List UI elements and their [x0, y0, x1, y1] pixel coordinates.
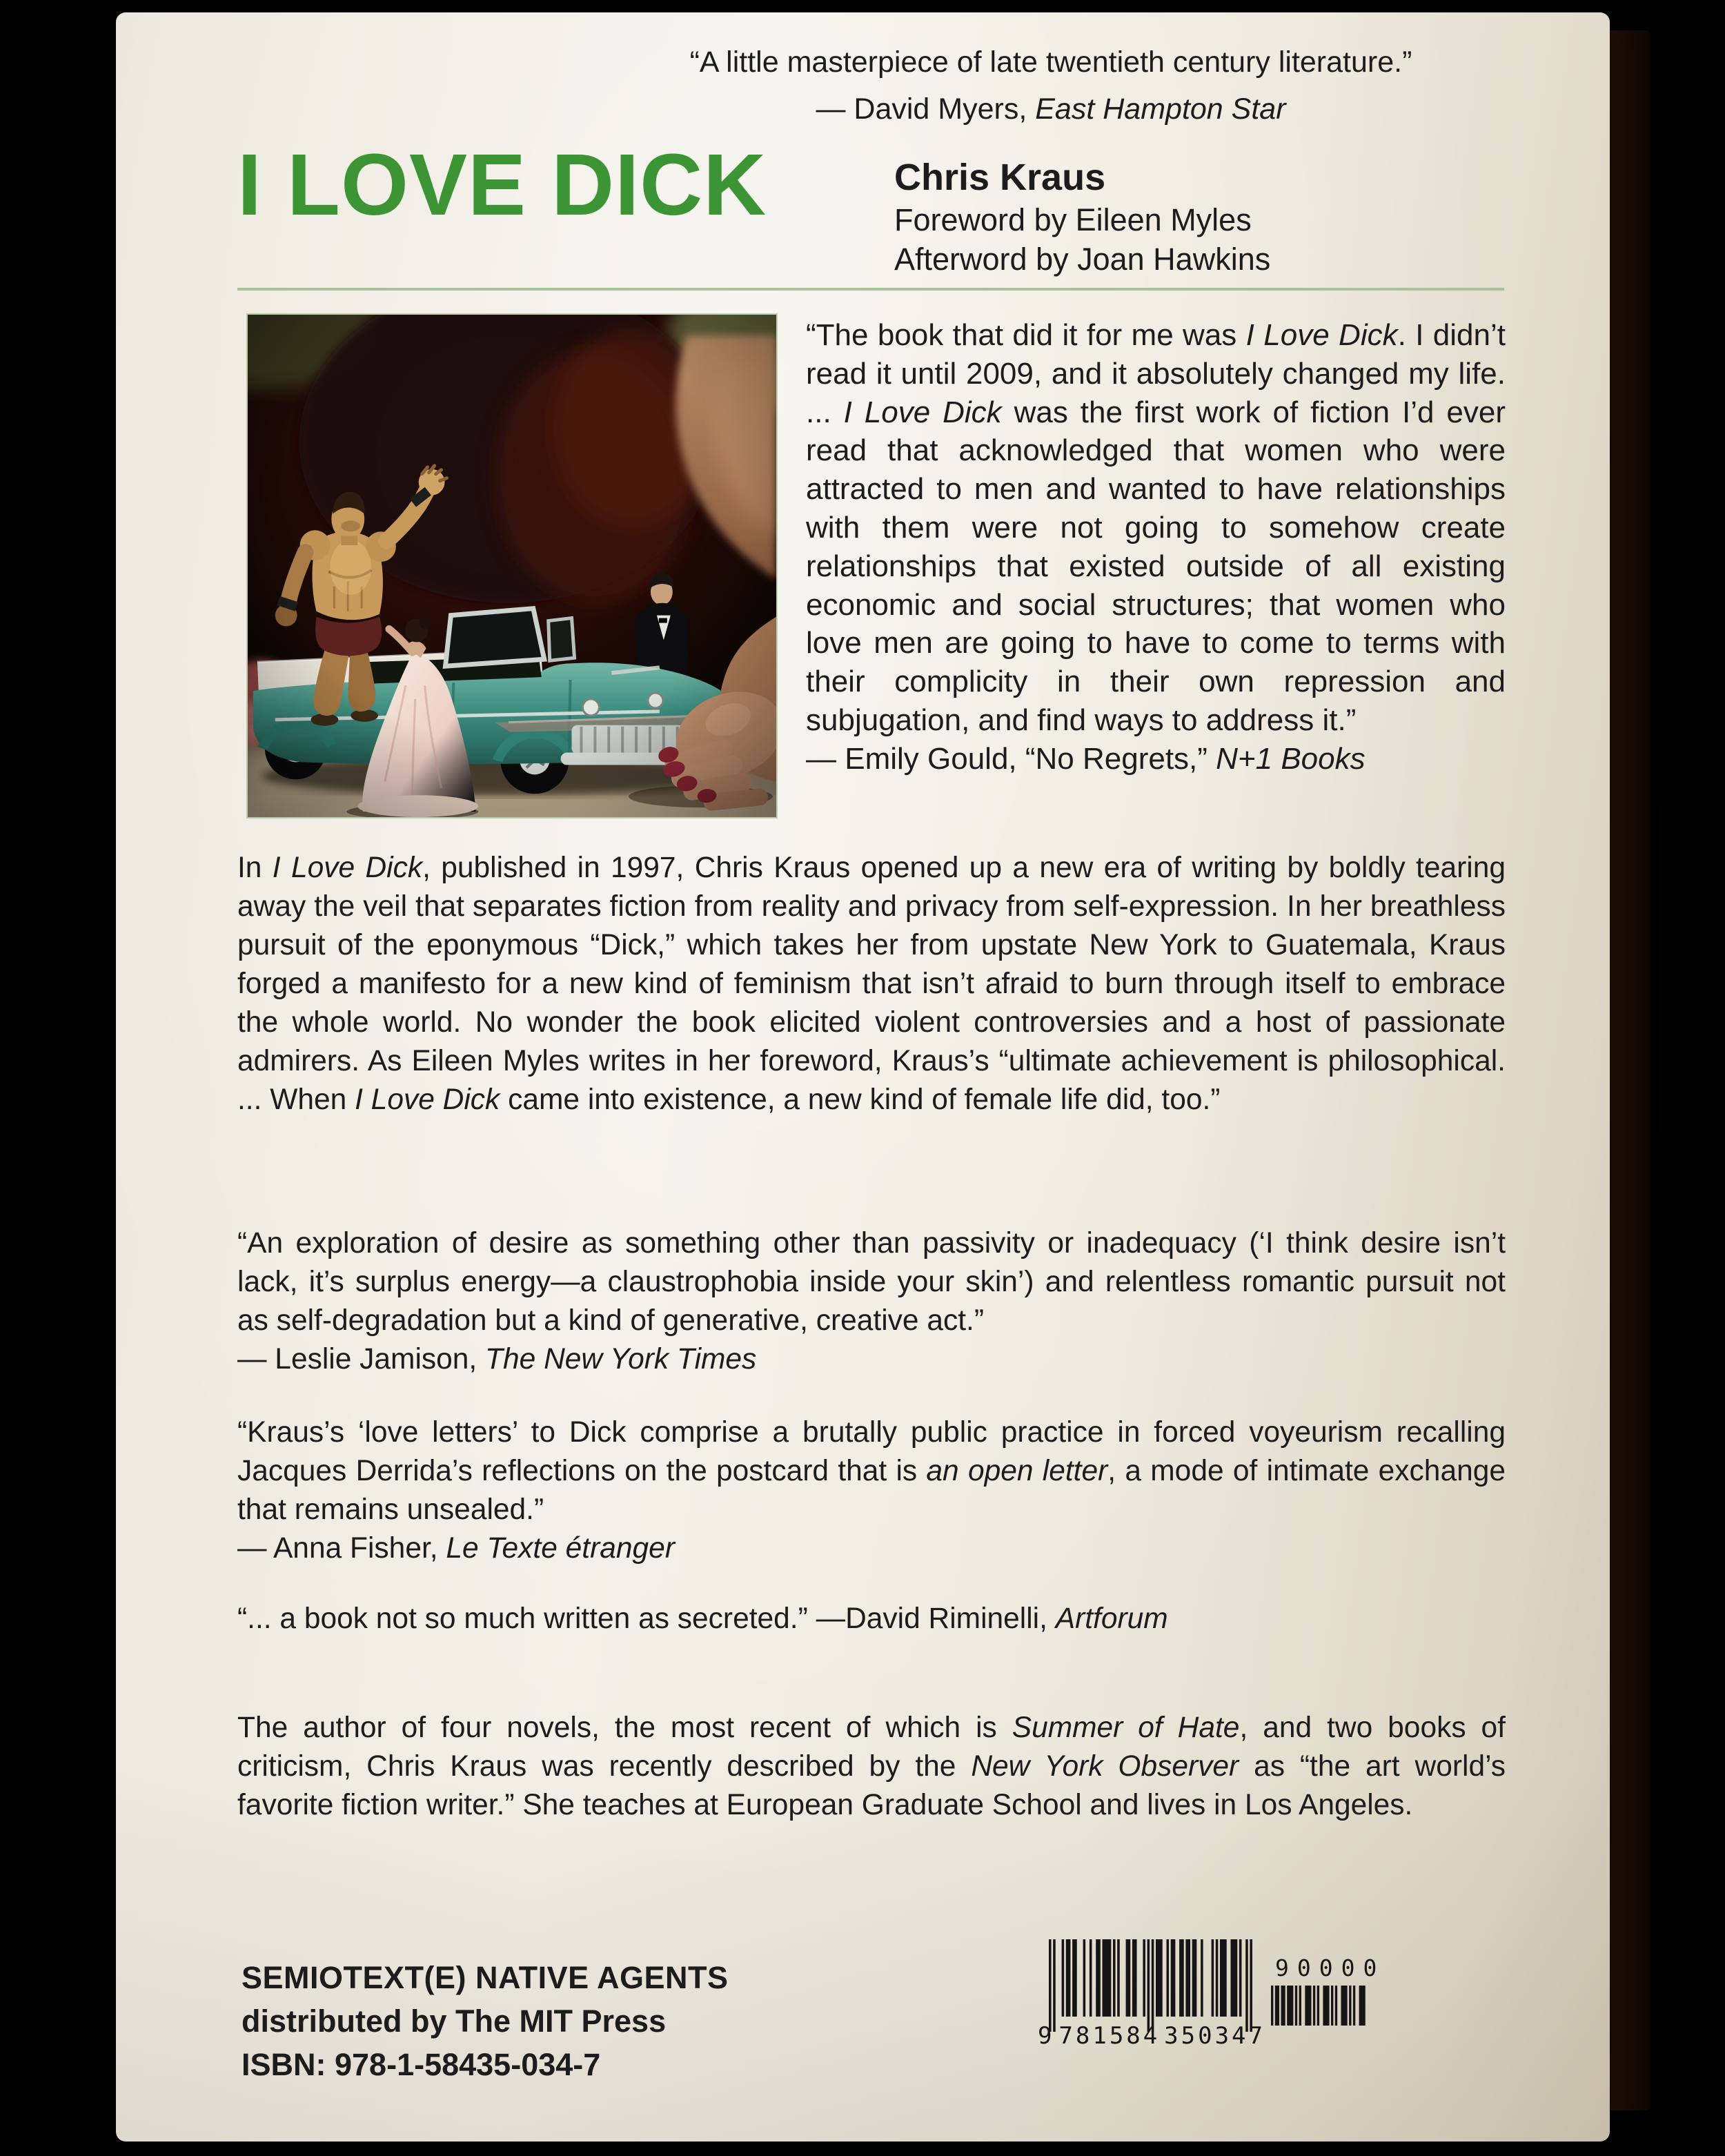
cover-photo: [246, 313, 778, 819]
synopsis-paragraph: In I Love Dick, published in 1997, Chris Kraus opened up a new era of writing by boldly tearing away the veil that separates fiction from reality and privacy from self-expression. In her breathless pursuit of the eponymous “Dick,” which takes her from upstate New York to Guatemala, Kraus forged a manifesto for a new kind of feminism that isn’t afraid to burn through itself to embrace the whole world. No wonder the book elicited violent controversies and a host of passionate admirers. As Eileen Myles writes in her foreword, Kraus’s “ultimate achievement is philosophical. ... When I Love Dick came into existence, a new kind of female life did, too.”: [237, 852, 1506, 1116]
review-quote-gould-attribution: — Emily Gould, “No Regrets,” N+1 Books: [806, 741, 1366, 776]
review-quote-riminelli: “... a book not so much written as secreted.” —David Riminelli, Artforum: [237, 1603, 1168, 1635]
cover-photo-illustration: [248, 315, 776, 817]
top-review-quote-text: “A little masterpiece of late twentieth century literature.”: [689, 46, 1412, 79]
review-quote-jamison-text: “An exploration of desire as something other than passivity or inadequacy (‘I think desire isn’t lack, it’s surplus energy—a claustrophobia inside your skin’) and relentless romantic pursuit not as self-degradation but a kind of generative, creative act.”: [237, 1227, 1506, 1337]
afterword-credit: Afterword by Joan Hawkins: [894, 242, 1271, 277]
book-back-cover: [116, 12, 1610, 2142]
top-review-quote-attribution: — David Myers, East Hampton Star: [816, 92, 1286, 126]
review-quote-fisher-text: “Kraus’s ‘love letters’ to Dick comprise a brutally public practice in forced voyeurism recalling Jacques Derrida’s reflections on the postcard that is an open letter, a mode of intimate exchange that remains unsealed.”: [237, 1416, 1506, 1526]
barcode-addon-text: 90000: [1275, 1954, 1386, 1981]
imprint-line: SEMIOTEXT(E) NATIVE AGENTS: [241, 1960, 729, 1995]
author-name: Chris Kraus: [894, 157, 1106, 198]
review-quote-gould-text: “The book that did it for me was I Love Dick. I didn’t read it until 2009, and it absolutely changed my life. ... I Love Dick was the first work of fiction I’d ever read that acknowledged that women who were attracted to men and wanted to have relationships with them were not going to somehow create relationships that existed outside of all existing economic and social structures; that women who love men are going to have to come to terms with their complicity in their own repression and subjugation, and find ways to address it.”: [806, 318, 1506, 737]
distributor-line: distributed by The MIT Press: [241, 2003, 667, 2039]
review-quote-jamison-attribution: — Leslie Jamison, The New York Times: [237, 1343, 757, 1375]
review-quote-fisher: [237, 1413, 1506, 1568]
review-quote-jamison: [237, 1224, 1506, 1379]
barcode-digits: [1038, 2022, 1265, 2050]
isbn-line: ISBN: 978-1-58435-034-7: [241, 2047, 601, 2082]
barcode-digit-left: 9: [1038, 2022, 1055, 2050]
top-review-quote: [599, 39, 1503, 133]
author-bio: The author of four novels, the most recent of which is Summer of Hate, and two books of criticism, Chris Kraus was recently described by the New York Observer as “the art world’s favorite fiction writer.” She teaches at European Graduate School and lives in Los Angeles.: [237, 1712, 1506, 1821]
barcode-digit-group1: 781584: [1058, 2022, 1161, 2050]
divider-rule: [237, 288, 1504, 291]
author-block: [894, 155, 1270, 279]
foreword-credit: Foreword by Eileen Myles: [894, 202, 1252, 237]
addon-barcode: [1271, 1986, 1368, 2027]
publisher-block: [241, 1956, 729, 2086]
barcode-digit-group2: 350347: [1164, 2022, 1265, 2050]
barcode-addon: [1268, 1954, 1386, 2030]
ean-barcode: [1049, 1939, 1253, 2036]
review-quote-fisher-attribution: — Anna Fisher, Le Texte étranger: [237, 1532, 675, 1565]
book-title: I LOVE DICK: [237, 136, 767, 233]
review-quote-gould: [806, 316, 1506, 778]
barcode-block: [1038, 1939, 1490, 2091]
